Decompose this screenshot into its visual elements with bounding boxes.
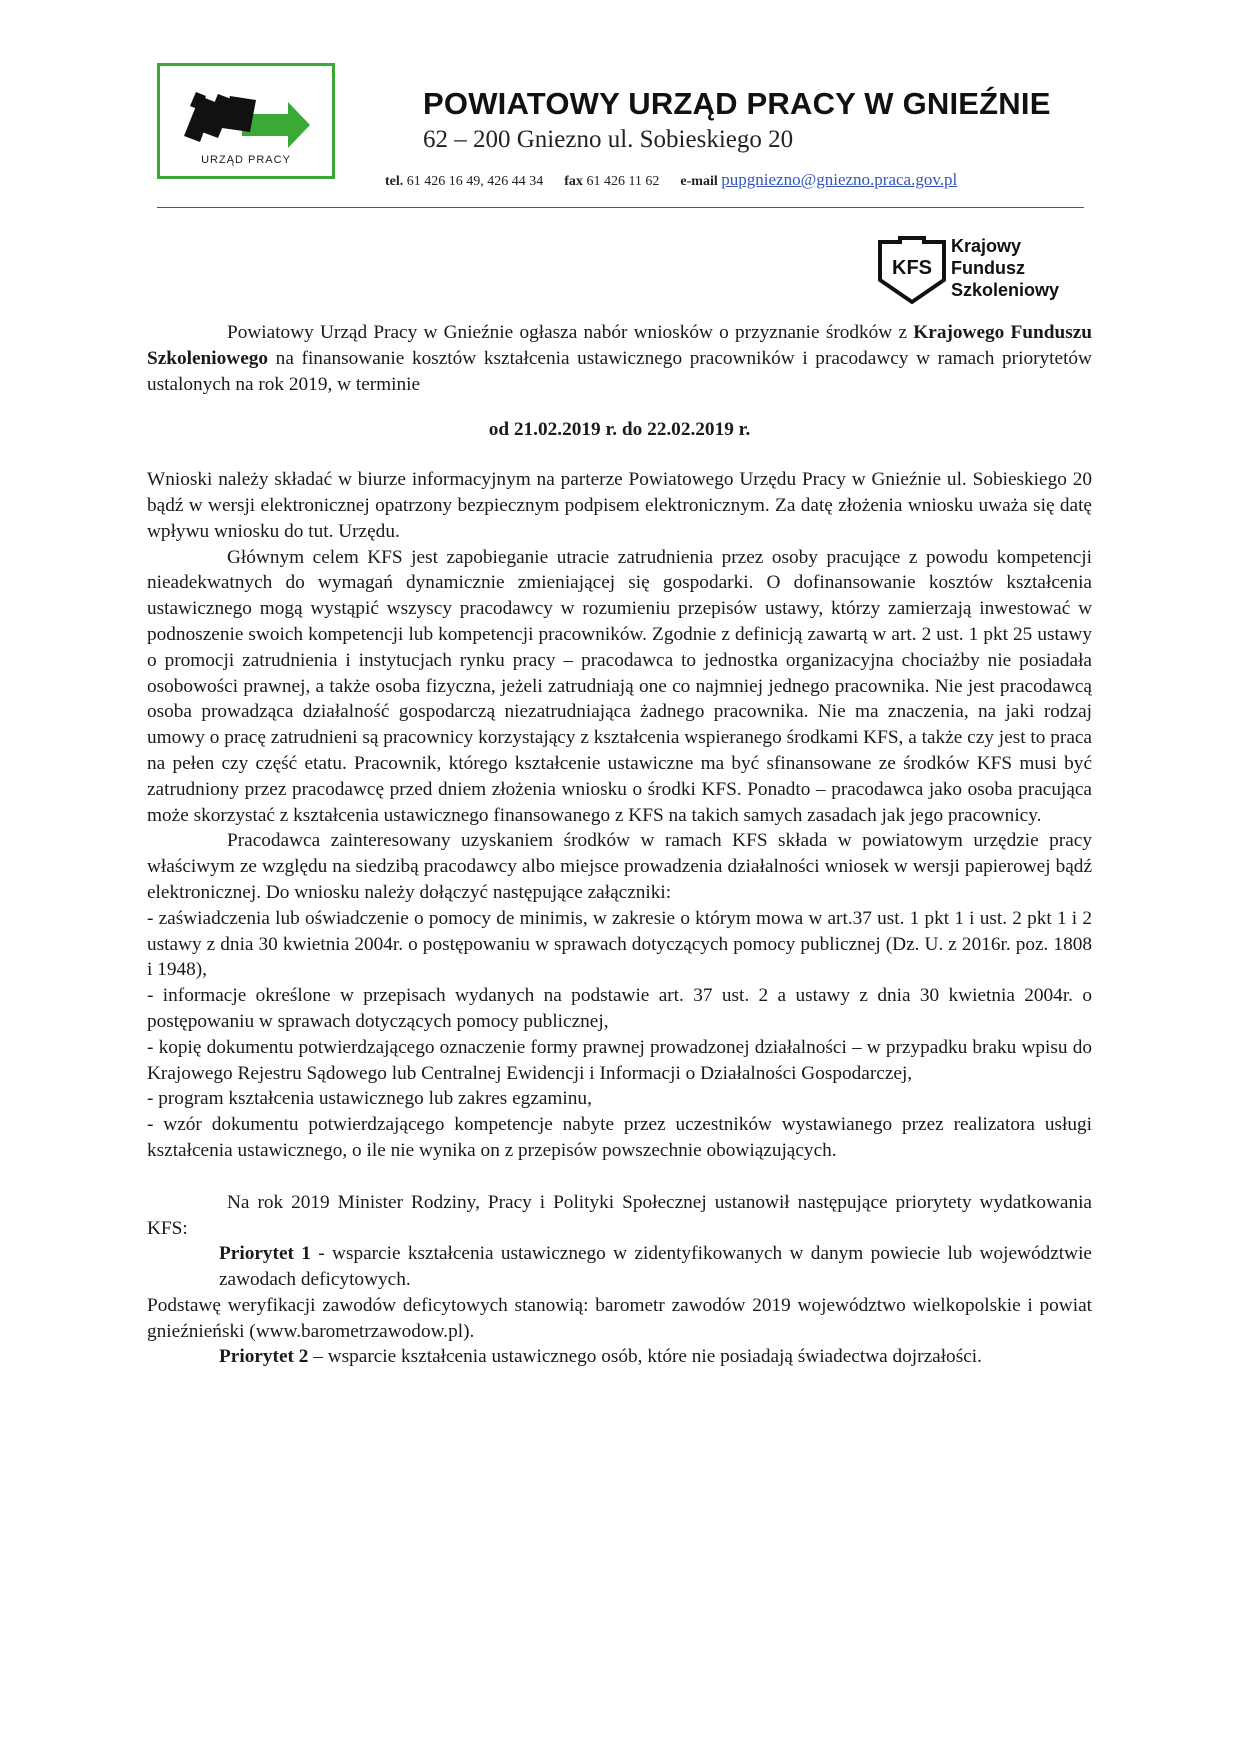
priorities-intro: Na rok 2019 Minister Rodziny, Pracy i Polityki Społecznej ustanowił następujące priorytety wydatkowania KFS: <box>147 1191 1092 1239</box>
date-range: od 21.02.2019 r. do 22.02.2019 r. <box>488 419 751 441</box>
attachment-item: - kopię dokumentu potwierdzającego oznaczenie formy prawnej prowadzonej działalności – w przypadku braku wpisu do Krajowego Rejestru Sądowego lub Centralnej Ewidencji i Informacji o Działalności Gospodarczej, <box>147 1036 1092 1084</box>
priority-1-basis: Podstawę weryfikacji zawodów deficytowych stanowią: barometr zawodów 2019 województwo wielkopolskie i powiat gnieźnieński (www.barometrzawodow.pl). <box>147 1294 1092 1342</box>
document-body <box>147 320 1092 1370</box>
intro-text-2: na finansowanie kosztów kształcenia ustawicznego pracowników i pracodawcy w ramach priorytetów ustalonych na rok 2019, w terminie <box>147 347 1092 395</box>
priority-2-text: – wsparcie kształcenia ustawicznego osób, które nie posiadają świadectwa dojrzałości. <box>308 1346 982 1368</box>
tel-value: 61 426 16 49, 426 44 34 <box>406 174 544 189</box>
goal-paragraph: Głównym celem KFS jest zapobieganie utracie zatrudnienia przez osoby pracujące z powodu kompetencji nieadekwatnych do wymagań dynamicznie zmieniającej się gospodarki. O dofinansowanie kosztów kształcenia ustawicznego mogą wystąpić wszyscy pracodawcy w rozumieniu przepisów ustawy, którzy zamierzają inwestować w podnoszenie swoich kompetencji lub kompetencji pracowników. Zgodnie z definicją zawartą w art. 2 ust. 1 pkt 25 ustawy o promocji zatrudnienia i instytucjach rynku pracy – pracodawca to jednostka organizacyjna chociażby nie posiadała osobowości prawnej, a także osoba fizyczna, jeżeli zatrudniają one co najmniej jednego pracownika. Nie jest pracodawcą osoba prowadząca działalność gospodarczą niezatrudniająca żadnego pracownika. Nie ma znaczenia, na jaki rodzaj umowy o pracę zatrudnieni są pracownicy korzystający z kształcenia wspieranego środkami KFS, a także czy jest to praca na pełen czy część etatu. Pracownik, którego kształcenie ustawiczne ma być sfinansowane ze środków KFS musi być zatrudniony przez pracodawcę przed dniem złożenia wniosku o środki KFS. Ponadto – pracodawca jako osoba pracująca może skorzystać z kształcenia ustawicznego finansowanego z KFS na takich samych zasadach jak jego pracownicy. <box>147 546 1092 826</box>
kfs-line1: Krajowy <box>951 236 1022 256</box>
kfs-logo-text <box>951 235 1059 301</box>
kfs-shield-icon <box>876 236 948 306</box>
urzad-pracy-logo <box>157 63 335 179</box>
kfs-line3: Szkoleniowy <box>951 280 1060 300</box>
email-label: e-mail <box>680 174 718 189</box>
logo-label: URZĄD PRACY <box>201 154 291 166</box>
header-divider <box>157 207 1084 208</box>
attachment-item: - informacje określone w przepisach wydanych na podstawie art. 37 ust. 2 a ustawy z dnia 30 kwietnia 2004r. o postępowaniu w sprawach dotyczących pomocy publicznej, <box>147 985 1092 1032</box>
priority-1-label: Priorytet 1 <box>219 1243 311 1265</box>
fax-label: fax <box>564 174 583 189</box>
priority-1-text: - wsparcie kształcenia ustawicznego w zidentyfikowanych w danym powiecie lub województwie zawodach deficytowych. <box>219 1243 1092 1291</box>
email-link[interactable]: pupgniezno@gniezno.praca.gov.pl <box>721 170 958 189</box>
intro-paragraph <box>147 320 1092 397</box>
kfs-abbr: KFS <box>892 257 932 279</box>
submission-paragraph: Wnioski należy składać w biurze informacyjnym na parterze Powiatowego Urzędu Pracy w Gnieźnie ul. Sobieskiego 20 bądź w wersji elektronicznej opatrzony bezpiecznym podpisem elektronicznym. Za datę złożenia wniosku uważa się datę wpływu wniosku do tut. Urzędu. <box>147 469 1092 542</box>
org-contact-line <box>385 170 957 190</box>
intro-text-1: Powiatowy Urząd Pracy w Gnieźnie ogłasza nabór wniosków o przyznanie środków z <box>227 322 914 343</box>
org-address: 62 – 200 Gniezno ul. Sobieskiego 20 <box>423 126 794 153</box>
tel-label: tel. <box>385 174 404 189</box>
priority-2-label: Priorytet 2 <box>219 1346 309 1368</box>
priority-2 <box>147 1344 1092 1370</box>
intro-bold: Krajowego Funduszu Szkoleniowego <box>147 322 1092 369</box>
kfs-line2: Fundusz <box>951 258 1025 278</box>
fax-value: 61 426 11 62 <box>586 174 660 189</box>
employer-paragraph: Pracodawca zainteresowany uzyskaniem środków w ramach KFS składa w powiatowym urzędzie pracy właściwym ze względu na siedzibą pracodawcy albo miejsce prowadzenia działalności wniosek w wersji papierowej bądź elektronicznej. Do wniosku należy dołączyć następujące załączniki: <box>147 830 1092 903</box>
attachment-item: - wzór dokumentu potwierdzającego kompetencje nabyte przez uczestników wystawianego przez realizatora usługi kształcenia ustawicznego, o ile nie wynika on z przepisów powszechnie obowiązujących. <box>147 1114 1092 1161</box>
kfs-logo <box>876 236 1086 306</box>
priority-1 <box>147 1241 1092 1293</box>
org-title: POWIATOWY URZĄD PRACY W GNIEŹNIE <box>423 86 1051 121</box>
attachment-item: - zaświadczenia lub oświadczenie o pomocy de minimis, w zakresie o którym mowa w art.37 ust. 1 pkt 1 i ust. 2 pkt 1 i 2 ustawy z dnia 30 kwietnia 2004r. o postępowaniu w sprawach dotyczących pomocy publicznej (Dz. U. z 2016r. poz. 1808 i 1948), <box>147 907 1092 981</box>
attachment-item: - program kształcenia ustawicznego lub zakres egzaminu, <box>147 1088 592 1110</box>
